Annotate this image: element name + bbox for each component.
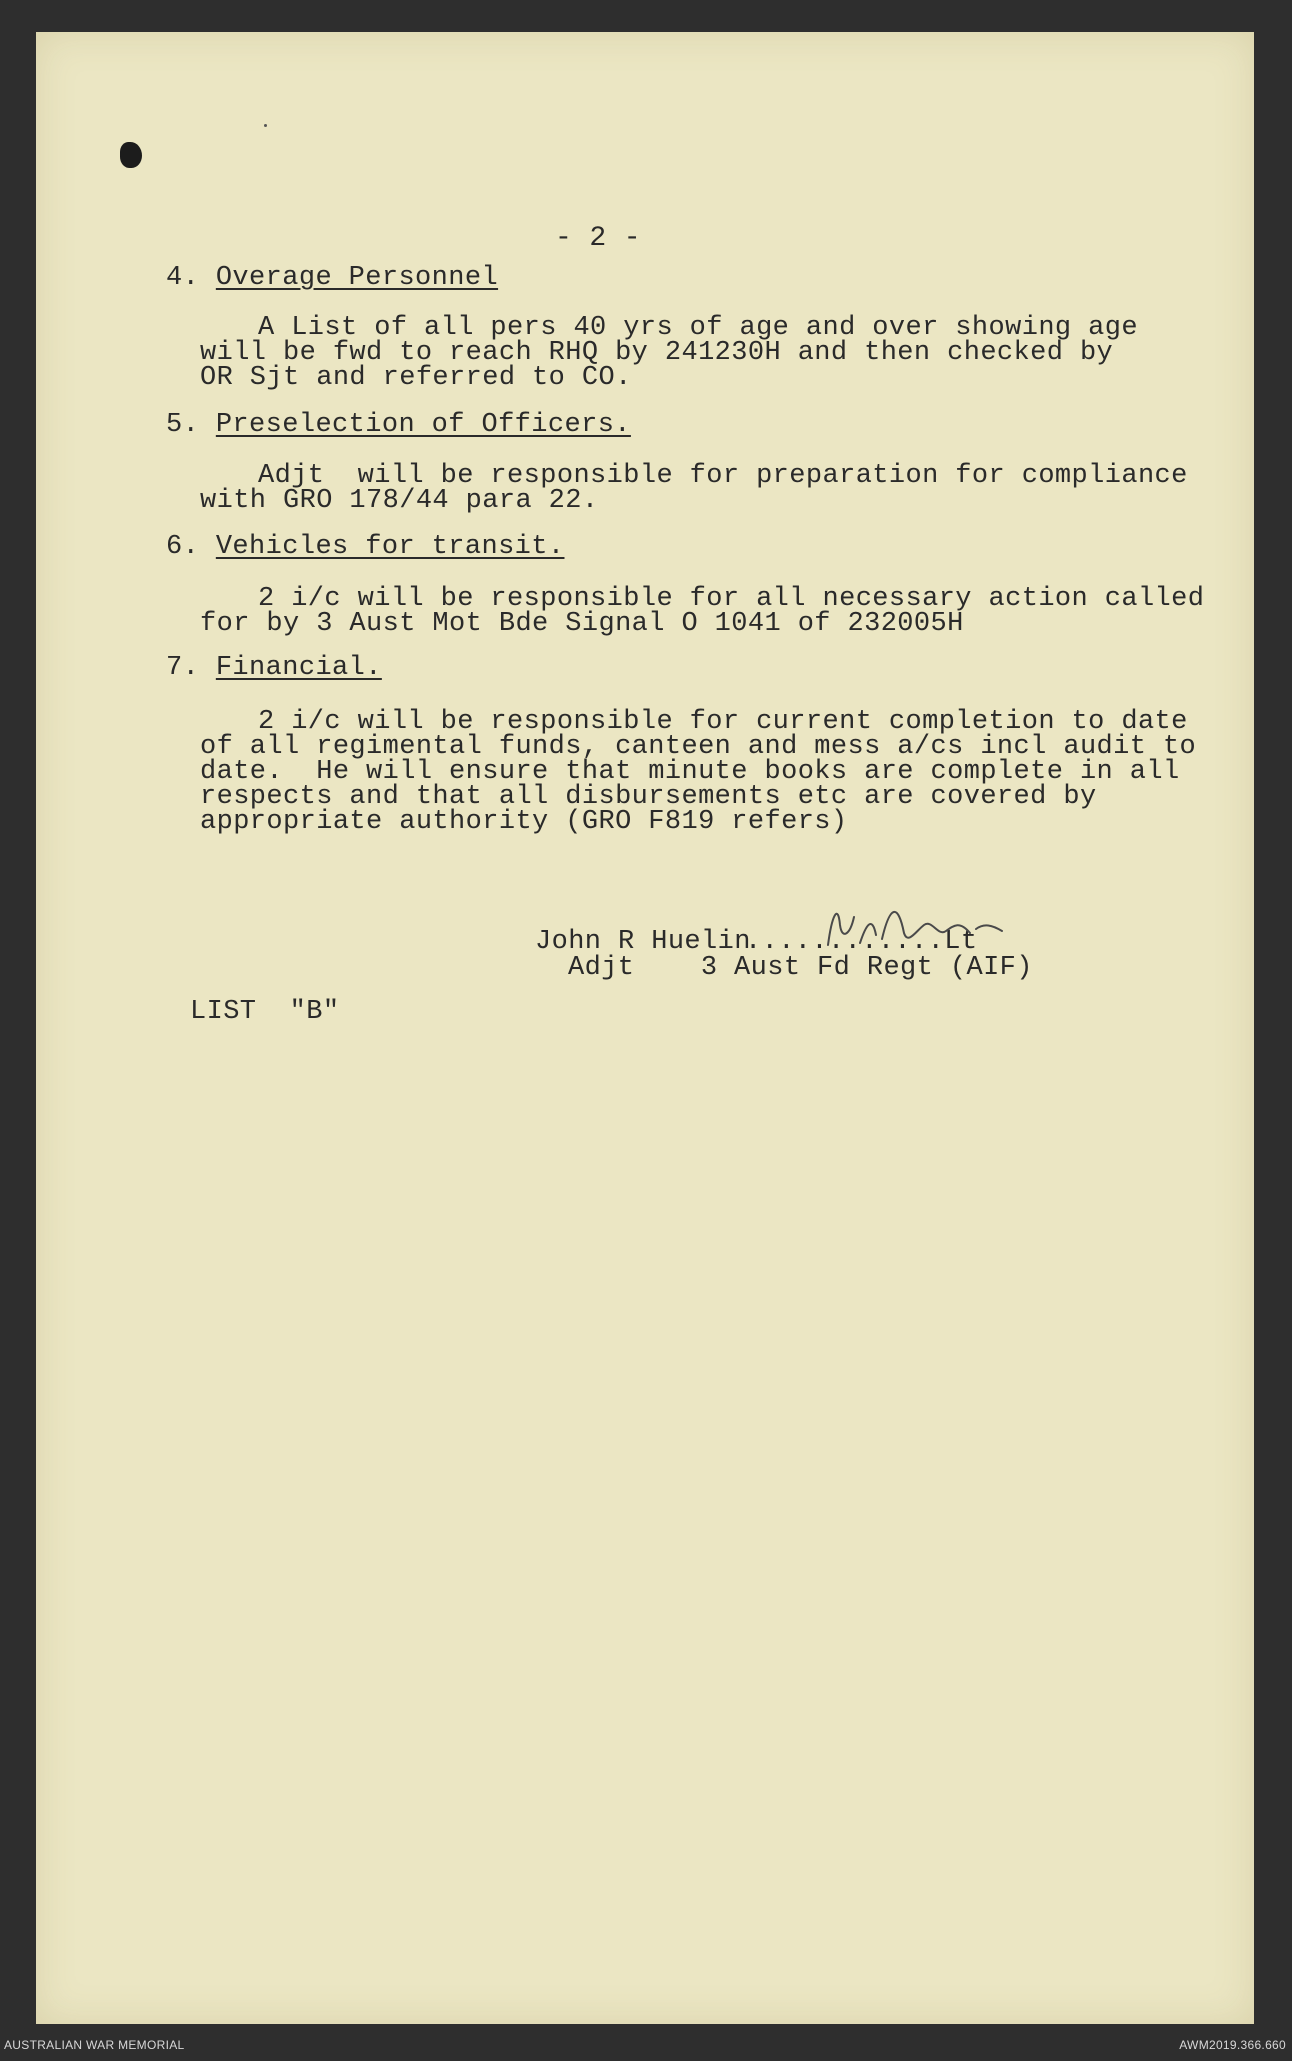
- section-heading: [166, 410, 631, 440]
- body-line: date. He will ensure that minute books are complete in all: [200, 757, 1180, 787]
- section-title: Vehicles for transit.: [215, 532, 565, 562]
- body-line: 2 i/c will be responsible for all necessary action called: [258, 584, 1205, 614]
- section-title: Preselection of Officers.: [215, 410, 631, 440]
- body-line: 2 i/c will be responsible for current completion to date: [258, 707, 1188, 737]
- body-line: OR Sjt and referred to CO.: [200, 363, 632, 393]
- list-label: LIST "B": [190, 997, 340, 1027]
- section-heading: [166, 263, 499, 293]
- handwritten-signature: [820, 895, 1020, 955]
- body-line: will be fwd to reach RHQ by 241230H and then checked by: [200, 338, 1114, 368]
- body-line: A List of all pers 40 yrs of age and over showing age: [258, 313, 1138, 343]
- body-line: for by 3 Aust Mot Bde Signal O 1041 of 232005H: [200, 609, 964, 639]
- signature-dots: ............Lt: [745, 927, 978, 957]
- section-title: Overage Personnel: [215, 263, 499, 293]
- paper-speck: [264, 124, 267, 127]
- archive-credit: AUSTRALIAN WAR MEMORIAL: [4, 2038, 185, 2052]
- body-line: appropriate authority (GRO F819 refers): [200, 807, 848, 837]
- section-heading: [166, 532, 565, 562]
- signatory-rank: Adjt 3 Aust Fd Regt (AIF): [568, 953, 1033, 983]
- archive-id: AWM2019.366.660: [1179, 2038, 1286, 2052]
- section-number: 4.: [166, 263, 200, 293]
- section-number: 5.: [166, 410, 200, 440]
- body-line: of all regimental funds, canteen and mess a/cs incl audit to: [200, 732, 1197, 762]
- section-number: 7.: [166, 653, 200, 683]
- body-line: Adjt will be responsible for preparation for compliance: [258, 461, 1188, 491]
- body-line: respects and that all disbursements etc are covered by: [200, 782, 1097, 812]
- body-line: with GRO 178/44 para 22.: [200, 486, 599, 516]
- section-title: Financial.: [215, 653, 382, 683]
- section-number: 6.: [166, 532, 200, 562]
- punch-hole: [120, 142, 142, 168]
- signatory-name: John R Huelin: [535, 927, 751, 957]
- page-number: - 2 -: [555, 223, 642, 254]
- section-heading: [166, 653, 382, 683]
